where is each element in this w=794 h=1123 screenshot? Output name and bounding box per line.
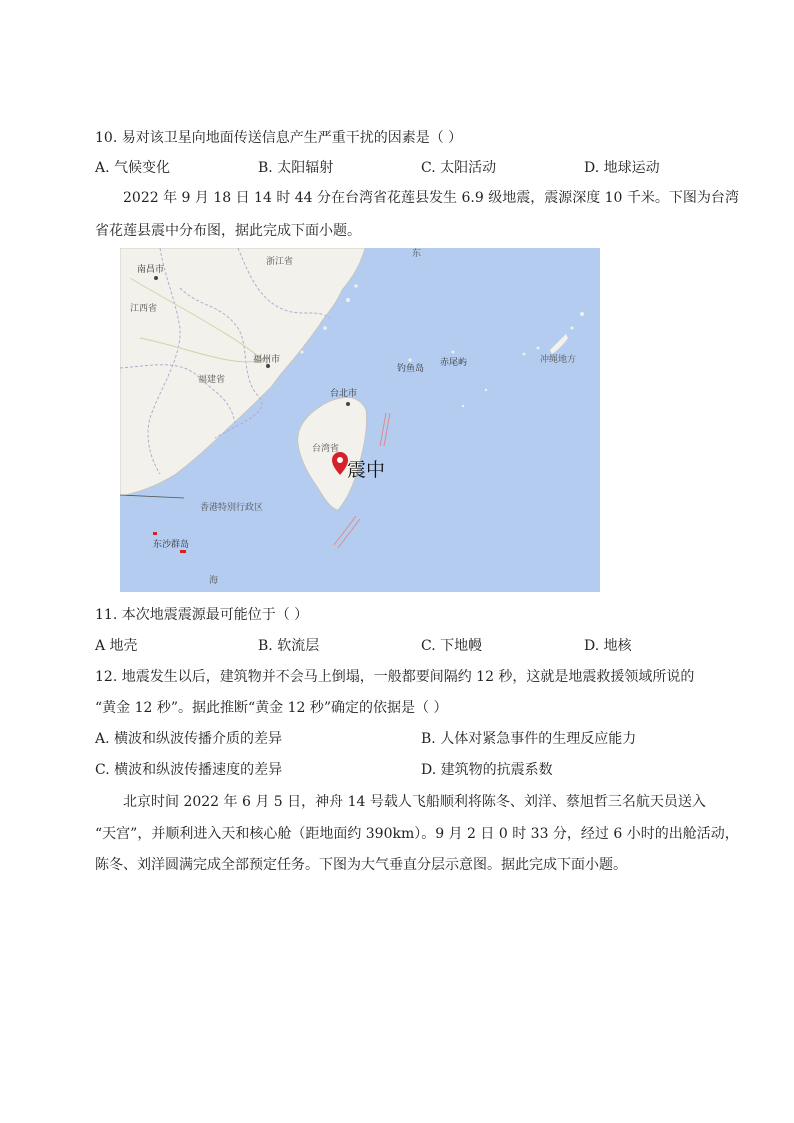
city-dot-nanchang <box>154 276 158 280</box>
fault-line <box>338 519 360 548</box>
q10-option-c: C. 太阳活动 <box>421 160 497 176</box>
map-label-hai: 海 <box>209 576 219 586</box>
q11-stem: 11. 本次地震震源最可能位于（ ） <box>95 607 309 623</box>
passage1-line2: 省花莲县震中分布图，据此完成下面小题。 <box>95 223 361 239</box>
map-label-chiwei: 赤尾屿 <box>440 358 468 368</box>
coastal-island <box>301 351 304 354</box>
city-dot-taipei <box>346 402 350 406</box>
dongsha-island <box>180 550 186 553</box>
boundary-line <box>120 495 184 498</box>
coastal-island <box>354 284 357 287</box>
ryukyu-island <box>523 353 526 356</box>
dongsha-island <box>153 532 157 535</box>
map-label-jiangxi: 江西省 <box>130 304 158 314</box>
map-label-fuzhou: 福州市 <box>253 355 281 365</box>
okinawa-island <box>550 334 568 354</box>
coastal-island <box>323 326 327 330</box>
q12-option-c: C. 横波和纵波传播速度的差异 <box>95 762 283 778</box>
island <box>462 405 464 407</box>
q12-option-d: D. 建筑物的抗震系数 <box>421 762 553 778</box>
q12-option-a: A. 横波和纵波传播介质的差异 <box>95 731 283 747</box>
map-label-taipei: 台北市 <box>330 389 358 399</box>
q12-stem-line2: “黄金 12 秒”。据此推断“黄金 12 秒”确定的依据是（ ） <box>95 700 448 716</box>
map-label-okinawa: 冲绳地方 <box>540 355 577 365</box>
epicenter-label: 震中 <box>347 459 386 481</box>
map-label-diaoyu: 钓鱼岛 <box>397 364 425 374</box>
map-label-zhejiang: 浙江省 <box>266 257 294 267</box>
q10-option-a: A. 气候变化 <box>95 160 171 176</box>
q11-option-a: A 地壳 <box>95 638 138 654</box>
ryukyu-island <box>571 327 574 330</box>
chiwei-island <box>452 351 455 354</box>
q11-option-d: D. 地核 <box>584 638 632 654</box>
fault-line <box>334 516 356 545</box>
map-label-nanchang: 南昌市 <box>137 265 165 275</box>
passage2-line2: “天宫”，并顺利进入天和核心舱（距地面约 390km）。9 月 2 日 0 时 33 分，经过 6 小时的出舱活动， <box>95 826 739 842</box>
passage2-line3: 陈冬、刘洋圆满完成全部预定任务。下图为大气垂直分层示意图。据此完成下面小题。 <box>95 857 627 873</box>
coastal-island <box>346 298 350 302</box>
passage2-line1: 北京时间 2022 年 6 月 5 日，神舟 14 号载人飞船顺利将陈冬、刘洋、蔡旭哲三名航天员送入 <box>123 794 706 810</box>
q12-stem-line1: 12. 地震发生以后，建筑物并不会马上倒塌，一般都要间隔约 12 秒，这就是地震救援领域所说的 <box>95 669 695 685</box>
ryukyu-island <box>537 347 540 350</box>
island <box>485 389 487 391</box>
q10-stem: 10. 易对该卫星向地面传送信息产生严重干扰的因素是（ ） <box>95 130 463 146</box>
q10-option-b: B. 太阳辐射 <box>258 160 334 176</box>
map-label-hongkong: 香港特别行政区 <box>200 503 264 513</box>
q12-option-b: B. 人体对紧急事件的生理反应能力 <box>421 731 637 747</box>
q11-option-b: B. 软流层 <box>258 638 320 654</box>
ryukyu-island <box>580 312 584 316</box>
map-label-dong: 东 <box>412 249 422 259</box>
passage1-line1: 2022 年 9 月 18 日 14 时 44 分在台湾省花莲县发生 6.9 级地震，震源深度 10 千米。下图为台湾 <box>123 190 739 206</box>
map-label-fujian: 福建省 <box>198 375 226 385</box>
q11-option-c: C. 下地幔 <box>421 638 483 654</box>
map-label-taiwan: 台湾省 <box>312 444 340 454</box>
epicenter-map <box>120 248 600 592</box>
map-graphic <box>120 248 600 592</box>
map-label-dongsha: 东沙群岛 <box>153 540 190 550</box>
q10-option-d: D. 地球运动 <box>584 160 660 176</box>
